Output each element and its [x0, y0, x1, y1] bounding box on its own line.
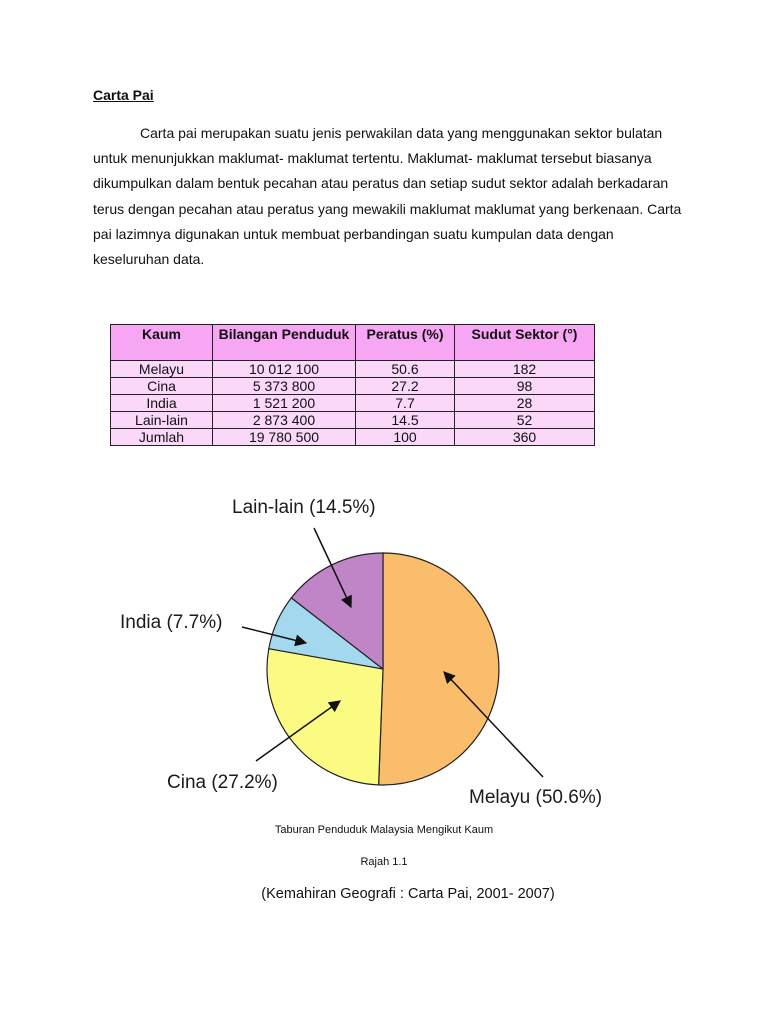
source-citation: (Kemahiran Geografi : Carta Pai, 2001- 2007)	[261, 886, 555, 902]
table-row-total	[111, 429, 595, 446]
table-header	[111, 325, 595, 361]
pie-label-melayu: Melayu (50.6%)	[469, 787, 603, 808]
header-sudut-sektor: Sudut Sektor (°)	[455, 325, 595, 361]
population-table	[110, 324, 595, 446]
pie-label-india: India (7.7%)	[120, 612, 223, 633]
table-row	[111, 361, 595, 378]
cell-kaum: Lain-lain	[111, 412, 213, 429]
cell-kaum: Cina	[111, 378, 213, 395]
table-row	[111, 395, 595, 412]
figure-number: Rajah 1.1	[360, 856, 408, 868]
cell-kaum: Melayu	[111, 361, 213, 378]
header-kaum: Kaum	[111, 325, 213, 361]
cell-bilangan: 19 780 500	[213, 429, 356, 446]
cell-peratus: 100	[356, 429, 455, 446]
cell-sudut: 182	[455, 361, 595, 378]
pie-chart	[0, 470, 768, 815]
cell-peratus: 7.7	[356, 395, 455, 412]
cell-sudut: 52	[455, 412, 595, 429]
header-bilangan-penduduk: Bilangan Penduduk	[213, 325, 356, 361]
cell-peratus: 14.5	[356, 412, 455, 429]
section-title: Carta Pai	[93, 87, 154, 103]
cell-peratus: 50.6	[356, 361, 455, 378]
cell-bilangan: 2 873 400	[213, 412, 356, 429]
table-header-row	[111, 325, 595, 361]
table-row	[111, 412, 595, 429]
cell-sudut: 360	[455, 429, 595, 446]
header-peratus: Peratus (%)	[356, 325, 455, 361]
pie-slice-cina	[267, 649, 383, 785]
cell-kaum: Jumlah	[111, 429, 213, 446]
chart-caption: Taburan Penduduk Malaysia Mengikut Kaum	[274, 824, 494, 836]
intro-paragraph: Carta pai merupakan suatu jenis perwakilan data yang menggunakan sektor bulatan untuk menunjukkan maklumat- maklumat tertentu. Maklumat- maklumat tersebut biasanya dikumpulkan dalam bentuk pecahan atau peratus dan setiap sudut sektor adalah berkadaran terus dengan pecahan atau peratus yang mewakili maklumat maklumat yang berkenaan. Carta pai lazimnya digunakan untuk membuat perbandingan suatu kumpulan data dengan keseluruhan data.	[93, 125, 682, 268]
pie-label-cina: Cina (27.2%)	[167, 772, 278, 793]
cell-bilangan: 1 521 200	[213, 395, 356, 412]
table-body	[111, 361, 595, 446]
cell-bilangan: 5 373 800	[213, 378, 356, 395]
cell-sudut: 98	[455, 378, 595, 395]
cell-kaum: India	[111, 395, 213, 412]
cell-bilangan: 10 012 100	[213, 361, 356, 378]
pie-slices	[267, 553, 499, 785]
pie-slice-melayu	[379, 553, 499, 785]
table-row	[111, 378, 595, 395]
pie-label-lain-lain: Lain-lain (14.5%)	[232, 497, 376, 518]
cell-sudut: 28	[455, 395, 595, 412]
cell-peratus: 27.2	[356, 378, 455, 395]
